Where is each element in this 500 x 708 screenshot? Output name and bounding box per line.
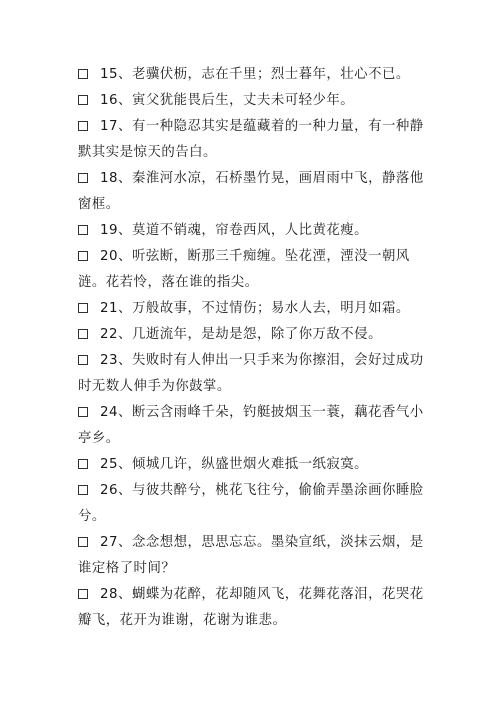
item-number: 26 (100, 483, 119, 498)
item-number: 27 (100, 535, 119, 550)
list-item: 25、倾城几许，纵盛世烟火难抵一纸寂寞。 (78, 452, 430, 478)
list-item: 20、听弦断，断那三千痴缠。坠花湮，湮没一朝风涟。花若怜，落在谁的指尖。 (78, 249, 410, 290)
quote-list (78, 62, 430, 634)
item-text: 寅父犹能畏后生，丈夫未可轻少年。 (131, 93, 355, 108)
checkbox-icon[interactable] (78, 329, 88, 339)
checkbox-icon[interactable] (78, 173, 88, 183)
list-item: 28、蝴蝶为花醉，花却随风飞，花舞花落泪，花哭花瓣飞，花开为谁谢，花谢为谁悲。 (78, 587, 424, 628)
checkbox-icon[interactable] (78, 251, 88, 261)
checkbox-icon[interactable] (78, 121, 88, 131)
list-item: 26、与彼共醉兮，桃花飞往兮，偷偷弄墨涂画你睡脸兮。 (78, 483, 424, 524)
checkbox-icon[interactable] (78, 355, 88, 365)
checkbox-icon[interactable] (78, 69, 88, 79)
item-text: 莫道不销魂，帘卷西风，人比黄花瘦。 (131, 223, 369, 238)
item-text: 倾城几许，纵盛世烟火难抵一纸寂寞。 (131, 457, 369, 472)
item-text: 听弦断，断那三千痴缠。坠花湮，湮没一朝风涟。花若怜，落在谁的指尖。 (78, 249, 410, 290)
checkbox-icon[interactable] (78, 537, 88, 547)
item-number: 15 (100, 67, 119, 82)
list-item: 16、寅父犹能畏后生，丈夫未可轻少年。 (78, 88, 430, 114)
checkbox-icon[interactable] (78, 303, 88, 313)
item-number: 23 (100, 353, 119, 368)
list-item: 17、有一种隐忍其实是蕴藏着的一种力量，有一种静默其实是惊天的告白。 (78, 119, 424, 160)
item-text: 念念想想，思思忘忘。墨染宣纸，淡抹云烟，是谁定格了时间？ (78, 535, 424, 576)
item-text: 有一种隐忍其实是蕴藏着的一种力量，有一种静默其实是惊天的告白。 (78, 119, 424, 160)
list-item: 27、念念想想，思思忘忘。墨染宣纸，淡抹云烟，是谁定格了时间？ (78, 535, 424, 576)
item-text: 与彼共醉兮，桃花飞往兮，偷偷弄墨涂画你睡脸兮。 (78, 483, 424, 524)
list-item: 18、秦淮河水凉，石桥墨竹晃，画眉雨中飞，静落他窗框。 (78, 171, 424, 212)
list-item: 15、老骥伏枥，志在千里；烈士暮年，壮心不已。 (78, 62, 430, 88)
item-number: 16 (100, 93, 119, 108)
checkbox-icon[interactable] (78, 225, 88, 235)
item-number: 17 (100, 119, 119, 134)
checkbox-icon[interactable] (78, 95, 88, 105)
item-text: 秦淮河水凉，石桥墨竹晃，画眉雨中飞，静落他窗框。 (78, 171, 424, 212)
item-number: 25 (100, 457, 119, 472)
list-item: 19、莫道不销魂，帘卷西风，人比黄花瘦。 (78, 218, 430, 244)
item-number: 20 (100, 249, 119, 264)
item-text: 万般故事，不过情伤；易水人去，明月如霜。 (131, 301, 410, 316)
item-number: 22 (100, 327, 119, 342)
list-item: 24、断云含雨峰千朵，钓艇披烟玉一蓑，藕花香气小亭乡。 (78, 405, 424, 446)
item-text: 蝴蝶为花醉，花却随风飞，花舞花落泪，花哭花瓣飞，花开为谁谢，花谢为谁悲。 (78, 587, 424, 628)
checkbox-icon[interactable] (78, 485, 88, 495)
item-number: 24 (100, 405, 119, 420)
checkbox-icon[interactable] (78, 589, 88, 599)
item-number: 18 (100, 171, 119, 186)
list-item: 22、几逝流年，是劫是怨，除了你万敌不侵。 (78, 322, 430, 348)
checkbox-icon[interactable] (78, 459, 88, 469)
item-number: 28 (100, 587, 119, 602)
item-number: 21 (100, 301, 119, 316)
item-text: 老骥伏枥，志在千里；烈士暮年，壮心不已。 (131, 67, 410, 82)
list-item: 23、失败时有人伸出一只手来为你擦泪，会好过成功时无数人伸手为你鼓掌。 (78, 353, 424, 394)
list-item: 21、万般故事，不过情伤；易水人去，明月如霜。 (78, 296, 430, 322)
item-text: 几逝流年，是劫是怨，除了你万敌不侵。 (131, 327, 382, 342)
item-text: 断云含雨峰千朵，钓艇披烟玉一蓑，藕花香气小亭乡。 (78, 405, 424, 446)
checkbox-icon[interactable] (78, 407, 88, 417)
item-number: 19 (100, 223, 119, 238)
item-text: 失败时有人伸出一只手来为你擦泪，会好过成功时无数人伸手为你鼓掌。 (78, 353, 424, 394)
